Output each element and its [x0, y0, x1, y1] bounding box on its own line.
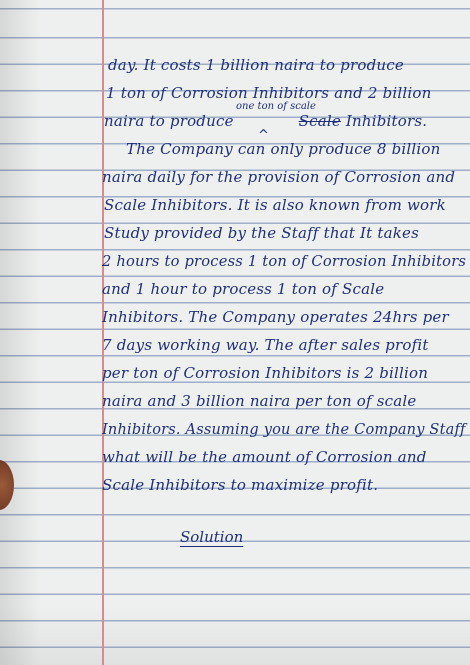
note-line-15: what will be the amount of Corrosion and	[102, 448, 427, 466]
page-shadow-bottom	[0, 605, 470, 665]
note-line-14: Inhibitors. Assuming you are the Company Staff	[102, 420, 466, 438]
caret-insertion-text: one ton of scale	[236, 101, 316, 112]
note-line-4: The Company can only produce 8 billion	[126, 140, 441, 158]
note-line-6: Scale Inhibitors. It is also known from work	[104, 196, 446, 214]
note-line-8: 2 hours to process 1 ton of Corrosion Inhibitors	[102, 252, 467, 270]
note-line-3-start: naira to produce	[104, 112, 234, 130]
note-line-3-end: Inhibitors.	[345, 112, 428, 130]
note-line-9: and 1 hour to process 1 ton of Scale	[102, 280, 385, 298]
caret-mark: ^	[258, 128, 269, 143]
note-line-13: naira and 3 billion naira per ton of scale	[102, 392, 417, 410]
note-line-2: 1 ton of Corrosion Inhibitors and 2 billion	[106, 84, 432, 102]
note-line-11: 7 days working way. The after sales profit	[102, 336, 429, 354]
struck-word: Scale	[298, 112, 341, 130]
solution-heading: Solution	[180, 528, 244, 546]
page-shadow-left	[0, 0, 40, 665]
note-line-1: day. It costs 1 billion naira to produce	[108, 56, 404, 74]
note-line-16: Scale Inhibitors to maximize profit.	[102, 476, 379, 494]
margin-line	[102, 0, 104, 665]
note-line-5: naira daily for the provision of Corrosion and	[102, 168, 456, 186]
note-line-10: Inhibitors. The Company operates 24hrs per	[102, 308, 449, 326]
note-line-7: Study provided by the Staff that It takes	[104, 224, 420, 242]
note-line-12: per ton of Corrosion Inhibitors is 2 billion	[102, 364, 429, 382]
